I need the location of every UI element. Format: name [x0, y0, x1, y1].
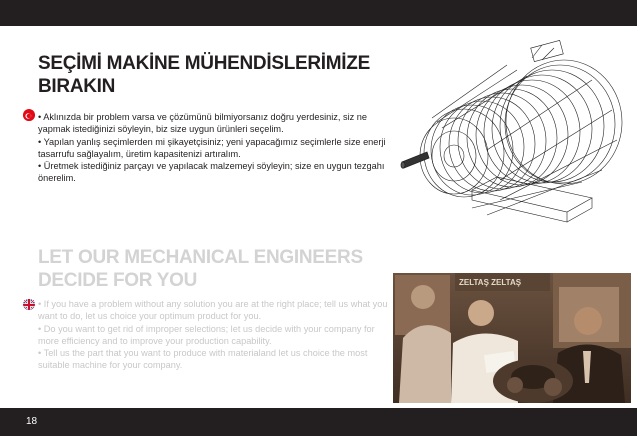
- bullet-tr-2: • Yapılan yanlış seçimlerden mi şikayetçisiniz; yeni yapacağımız seçimlerle size enerji tasarrufu sağlayalım, üretim kapasitenizi artıralım.: [38, 136, 386, 159]
- body-text-en: [38, 298, 390, 372]
- bullet-en-2: • Do you want to get rid of improper selections; let us decide with your company for more efficiency and to improve your production capability.: [38, 323, 375, 346]
- turkey-flag-icon: [23, 109, 35, 121]
- bullet-en-1: • If you have a problem without any solution you are at the right place; tell us what you want to do, let us choice your optimum product for you.: [38, 299, 388, 322]
- page-title-en: LET OUR MECHANICAL ENGINEERS DECIDE FOR YOU: [38, 247, 363, 291]
- bullet-tr-3: • Üretmek istediğiniz parçayı ve yapılacak malzemeyi söyleyin; size en uygun tezgahı önerelim.: [38, 161, 385, 184]
- motor-wireframe-illustration: [392, 40, 629, 236]
- engineers-photo: [393, 273, 631, 403]
- bottom-bar: [0, 408, 637, 436]
- uk-flag-icon: [23, 298, 35, 310]
- body-text-tr: [38, 111, 390, 185]
- bullet-tr-1: • Aklınızda bir problem varsa ve çözümünü bilmiyorsanız doğru yerdesiniz, siz ne yapmak istediğinizi söyleyin, biz size uygun ürünleri seçelim.: [38, 112, 368, 135]
- top-bar: [0, 0, 637, 26]
- photo-sign-text: ZELTAŞ ZELTAŞ: [459, 278, 522, 287]
- bullet-en-3: • Tell us the part that you want to produce with materialand let us choice the most suitable machine for your company.: [38, 348, 368, 371]
- page-title-tr: SEÇİMİ MAKİNE MÜHENDİSLERİMİZE BIRAKIN: [38, 53, 370, 97]
- page-number: 18: [26, 416, 38, 427]
